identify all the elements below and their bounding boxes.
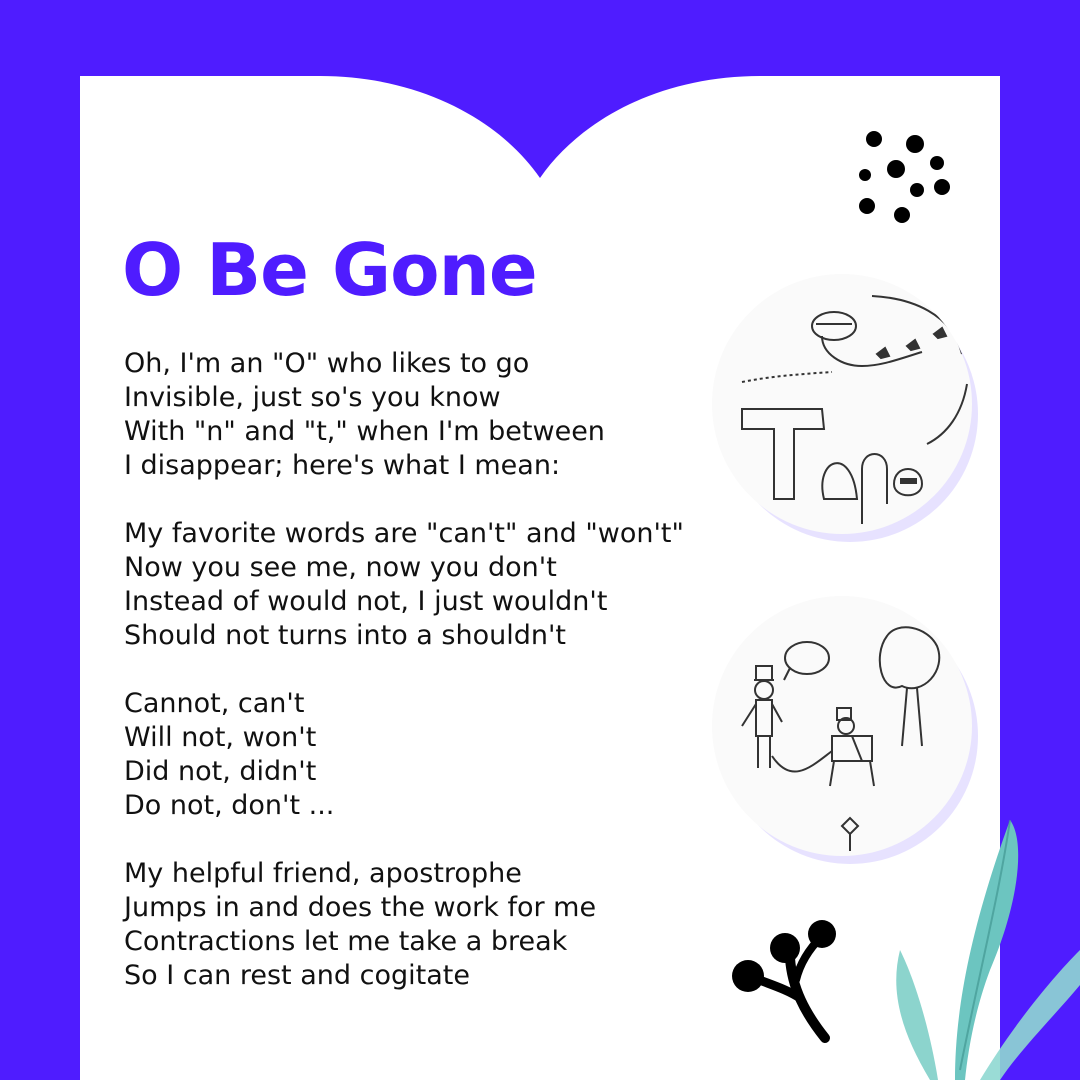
leaf-plant-icon — [860, 810, 1080, 1080]
stanza — [124, 687, 724, 823]
poem-line: My favorite words are "can't" and "won't" — [124, 518, 684, 549]
poem-line: Do not, don't ... — [124, 790, 335, 821]
poem-line: Instead of would not, I just wouldn't — [124, 586, 608, 617]
poem-line: Jumps in and does the work for me — [124, 892, 597, 923]
stanza — [124, 857, 724, 993]
dots-decoration-icon — [855, 128, 965, 228]
poem-line: Cannot, can't — [124, 688, 305, 719]
child-drawing-tape — [712, 274, 972, 534]
page-title: O Be Gone — [122, 228, 537, 312]
poem-line: So I can rest and cogitate — [124, 960, 470, 991]
poem-line: Now you see me, now you don't — [124, 552, 557, 583]
berry-branch-icon — [730, 918, 850, 1048]
poem-line: Invisible, just so's you know — [124, 382, 501, 413]
stanza — [124, 347, 724, 483]
stanza — [124, 517, 724, 653]
poem — [124, 347, 724, 1027]
poem-line: My helpful friend, apostrophe — [124, 858, 522, 889]
poem-line: Should not turns into a shouldn't — [124, 620, 566, 651]
poem-line: Will not, won't — [124, 722, 317, 753]
poem-line: Did not, didn't — [124, 756, 317, 787]
poem-line: With "n" and "t," when I'm between — [124, 416, 605, 447]
poem-line: I disappear; here's what I mean: — [124, 450, 561, 481]
poem-line: Oh, I'm an "O" who likes to go — [124, 348, 530, 379]
poem-line: Contractions let me take a break — [124, 926, 568, 957]
